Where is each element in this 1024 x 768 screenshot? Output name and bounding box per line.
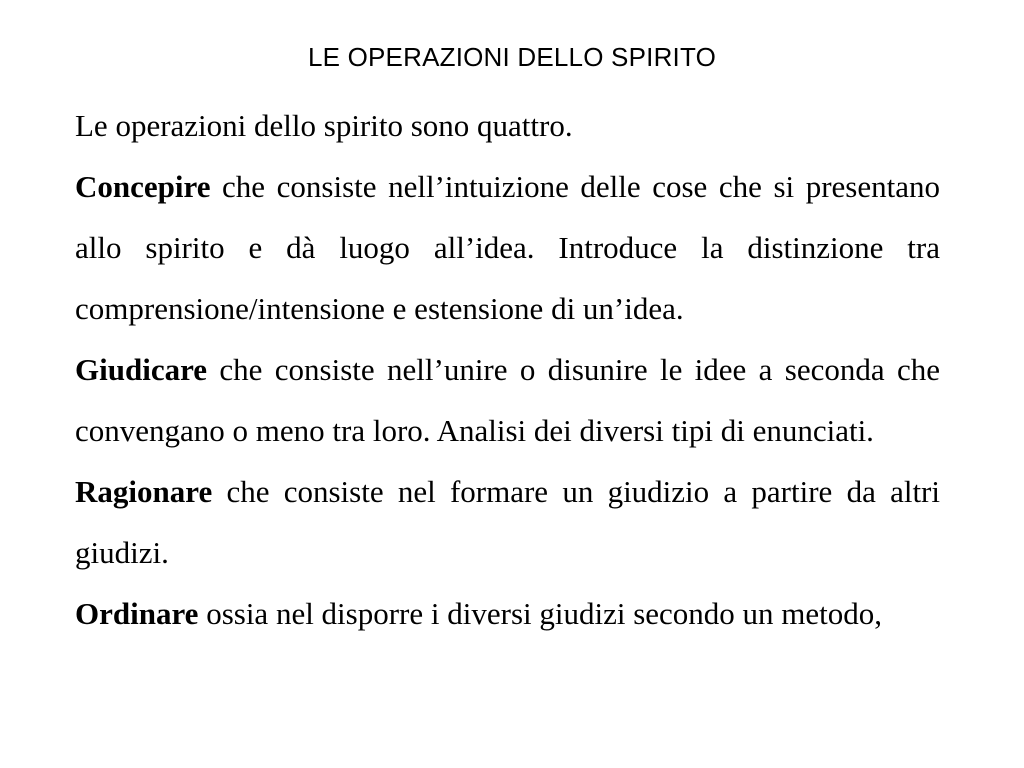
slide-title: LE OPERAZIONI DELLO SPIRITO: [307, 42, 717, 72]
operation-term: Giudicare: [75, 352, 208, 387]
operation-ordinare: [75, 583, 940, 644]
slide-body: [75, 95, 940, 644]
operation-description: che consiste nel formare un giudizio a partire da altri giudizi.: [75, 474, 940, 570]
operation-term: Ragionare: [75, 474, 213, 509]
operation-ragionare: [75, 461, 940, 583]
intro-paragraph: Le operazioni dello spirito sono quattro.: [75, 108, 573, 143]
operation-term: Ordinare: [75, 596, 199, 631]
operation-giudicare: [75, 339, 940, 461]
operation-description: che consiste nell’unire o disunire le idee a seconda che convengano o meno tra loro. Analisi dei diversi tipi di enunciati.: [75, 352, 940, 448]
operation-description: ossia nel disporre i diversi giudizi secondo un metodo,: [198, 596, 883, 631]
operation-concepire: [75, 156, 940, 339]
operation-description: che consiste nell’intuizione delle cose che si presentano allo spirito e dà luogo all’idea. Introduce la distinzione tra comprensione/intensione e estensione di un’idea.: [75, 169, 940, 326]
operation-term: Concepire: [75, 169, 211, 204]
